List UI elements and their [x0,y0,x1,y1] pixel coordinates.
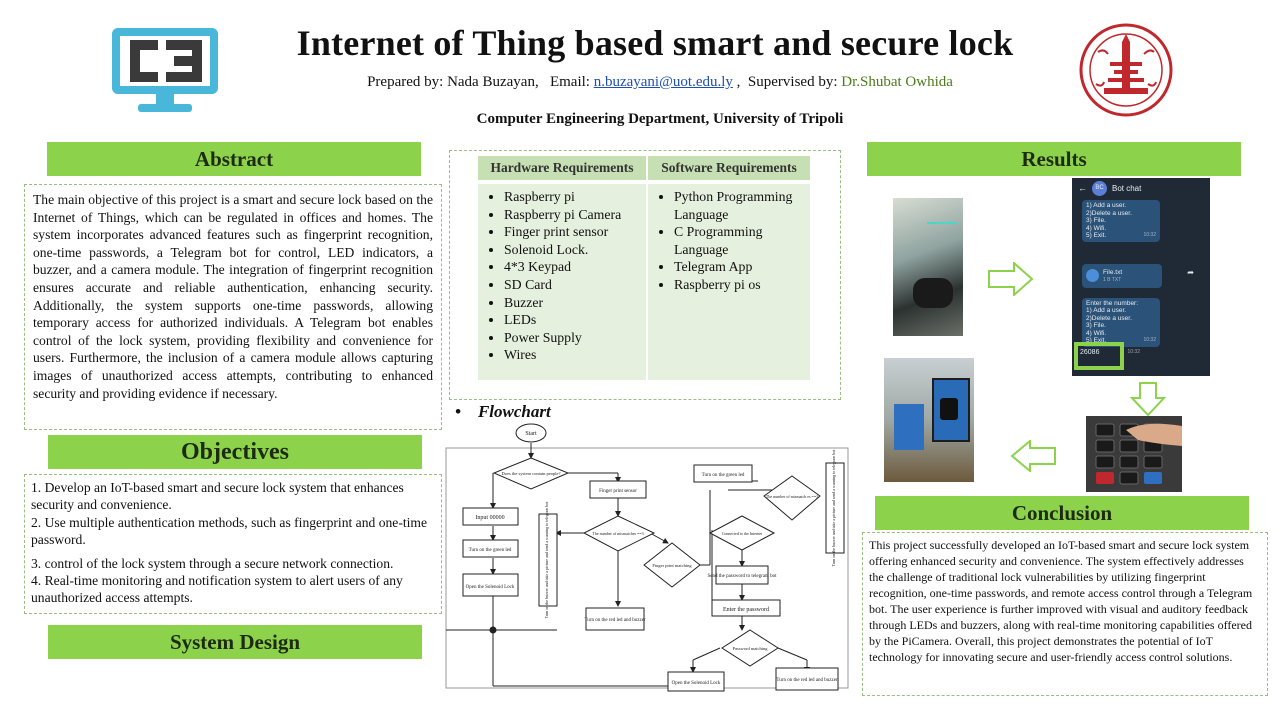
arrow-left-icon [1010,440,1056,472]
fc-start: Start [525,431,537,437]
objective-item: 2. Use multiple authentication methods, such as fingerprint and one-time password. [31,514,428,548]
fc-green2: Turn on the green led [701,473,745,478]
file-icon [1086,269,1099,282]
menu-line: 3) File. [1086,217,1106,224]
separator: , [736,74,741,90]
fc-people: Does the system contain people? [501,471,561,476]
menu-line: 5) Exit. [1086,337,1107,344]
menu-line: 4) Wifi. [1086,329,1107,337]
fingerprint-sensor [940,398,958,420]
prepared-label: Prepared by: [367,74,444,90]
conclusion-box [862,532,1268,696]
list-item: • Buzzer [504,294,642,312]
flowchart-heading: Flowchart [477,402,551,421]
list-item: • Wires [504,346,642,364]
flowchart-diagram [444,420,854,695]
list-item: • SD Card [504,276,642,294]
list-item: • C Programming Language [674,223,806,258]
forward-icon[interactable]: ➦ [1187,268,1194,277]
email-label: Email: [549,74,590,90]
menu-line: 2)Delete a user. [1086,314,1132,322]
code-highlight [1074,342,1124,370]
file-size: 1 B TXT [1103,276,1122,283]
menu-line: 3) File. [1086,322,1106,329]
conclusion-heading: Conclusion [875,496,1249,530]
software-list [654,188,806,294]
menu-bubble [1082,200,1160,242]
code-bubble [1080,349,1140,356]
menu-line: 2)Delete a user. [1086,209,1132,217]
abstract-box [24,184,442,430]
menu-line: 4) Wifi. [1086,224,1107,232]
list-item: • 4*3 Keypad [504,258,642,276]
fc-pw-match: Password matching [732,646,768,651]
menu-line: 1) Add a user. [1086,202,1127,209]
timestamp: 10:32 [1143,232,1156,238]
menu-line: Enter the number: [1086,299,1139,307]
file-bubble[interactable] [1082,264,1162,288]
list-item: • Solenoid Lock. [504,241,642,259]
fc-red2: Turn on the red led and buzzer [776,678,838,683]
fc-red1: Turn on the red led and buzzer [584,618,646,623]
file-name: File.txt [1103,268,1123,276]
list-item: • Raspberry pi [504,188,642,206]
hardware-list [484,188,642,364]
list-item: • Raspberry pi os [674,276,806,294]
otp-code: 26086 [1080,349,1100,356]
chat-header [1072,178,1210,198]
fc-pic1: Turn on the buzzer and take a picture and send a warning to telegram bot [544,501,549,619]
timestamp: 10:32 [1143,337,1156,343]
university-seal [1078,22,1174,118]
arrow-down-icon [1130,382,1166,416]
supervised-label: Supervised by: [747,74,838,90]
fc-pic2: Turn on the buzzer and take a picture and send a warning to telegram bot [831,449,836,567]
list-item: • Finger print sensor [504,223,642,241]
avatar: BC [1092,181,1107,196]
fc-send-pw: Send the password to telegram bot [707,574,777,579]
list-item: • Raspberry pi Camera [504,206,642,224]
author-name: Nada Buzayan, [447,74,539,90]
hardware-photo [884,358,974,482]
fc-input: Input 00000 [475,515,505,521]
list-item: • Telegram App [674,258,806,276]
menu-line: 1) Add a user. [1086,307,1127,314]
supervisor-name: Dr.Shubat Owhida [841,74,953,90]
department-logo [110,26,220,118]
arrow-right-icon [988,262,1034,296]
timestamp: 10:32 [1127,349,1140,355]
conclusion-text: This project successfully developed an IoT-based smart and secure lock system offering enhanced security and convenience. The system effectively addresses the challenge of traditional lock vulnerabilities by utilizing fingerprint recognition, one-time passwords, and remote access control through a Telegram bot. The user experience is further improved with visual and auditory feedback through LEDs and buzzers, along with real-time monitoring capabilities offered by the PiCamera. Overall, this project demonstrates the potential of IoT technology for innovating secure and user-friendly access control solutions. [869,538,1253,664]
hardware-heading: Hardware Requirements [478,156,647,182]
objective-item: 4. Real-time monitoring and notification system to alert users of any unauthorized access attempts. [31,573,403,606]
fc-mismatch: The number of mismatches ==3 [592,531,644,536]
objectives-heading: Objectives [48,435,422,469]
fc-mismatch2: The number of mismatch es ==3 [765,494,819,499]
author-line [300,74,1020,91]
fc-enter-pw: Enter the password [723,607,769,613]
keypad-photo [1086,416,1182,492]
list-item: • Power Supply [504,329,642,347]
abstract-heading: Abstract [47,142,421,176]
system-design-heading: System Design [48,625,422,659]
fc-fp-match: Finger print matching [652,563,692,568]
list-item: • LEDs [504,311,642,329]
abstract-text: The main objective of this project is a smart and secure lock based on the Internet of Things, which can be regulated in offices and homes. The system incorporates advanced features such as fingerprint recognition, one-time passwords, a Telegram bot for control, LED indicators, a buzzer, and a camera module. The integration of fingerprint recognition ensures accurate and reliable authentication, enhancing security. Additionally, the system supports one-time passwords, allowing temporary access for authorized individuals. A Telegram bot enables control of the lock system, providing flexibility and convenience for users. Furthermore, the inclusion of a camera module allows capturing images of unauthorized access attempts, contributing to enhanced security and providing evidence if necessary. [33,192,433,401]
fc-fp: Finger print sensor [599,489,637,494]
results-heading: Results [867,142,1241,176]
fc-open2: Open the Solenoid Lock [671,681,721,686]
back-arrow-icon: ← [1078,183,1087,193]
department-line: Computer Engineering Department, University of Tripoli [476,111,844,127]
objective-item: 3. control of the lock system through a secure network connection. [31,555,394,571]
fc-green1: Turn on the green led [468,548,512,553]
flowchart-title [455,402,551,422]
bullet: • [455,402,461,421]
relay-module [894,404,924,450]
hand-shape [913,278,953,308]
telegram-chat-screenshot [1072,178,1210,376]
poster-title: Internet of Thing based smart and secure lock [296,23,1014,63]
objectives-box [24,474,442,614]
software-heading: Software Requirements [647,156,811,182]
chat-name: Bot chat [1112,183,1142,193]
fc-open1: Open the Solenoid Lock [465,585,515,590]
requirements-table [478,156,812,380]
fc-internet: Connected to the Internet [721,531,763,536]
menu-line: 5) Exit. [1086,232,1107,239]
menu-bubble [1082,298,1160,347]
email-link[interactable]: n.buzayani@uot.edu.ly [593,74,733,90]
objective-item: 1. Develop an IoT-based smart and secure lock system that enhances security and convenience. [31,480,404,513]
fingerprint-photo [893,198,963,336]
list-item: • Python Programming Language [674,188,806,223]
led-glow [927,222,957,224]
